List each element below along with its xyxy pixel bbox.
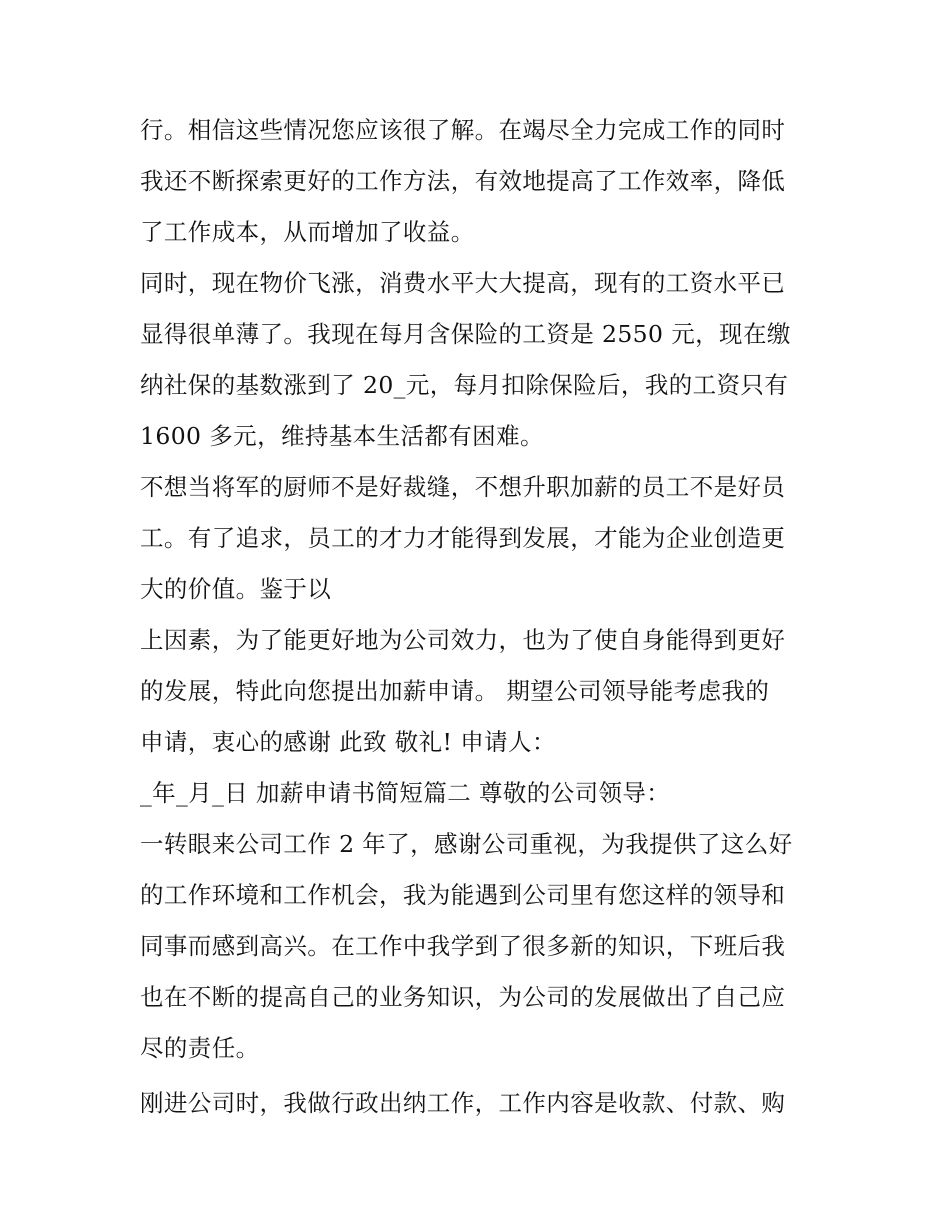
text-line: 也在不断的提高自己的业务知识，为公司的发展做出了自己应 <box>140 983 786 1011</box>
text-line: 申请，衷心的感谢 此致 敬礼! 申请人： <box>140 728 556 756</box>
text-line: 的发展，特此向您提出加薪申请。 期望公司领导能考虑我的 <box>140 677 770 705</box>
text-line: 刚进公司时，我做行政出纳工作，工作内容是收款、付款、购 <box>140 1089 786 1117</box>
text-line: 一转眼来公司工作 2 年了，感谢公司重视，为我提供了这么好 <box>140 830 793 858</box>
text-line: 不想当将军的厨师不是好裁缝，不想升职加薪的员工不是好员 <box>140 473 786 501</box>
text-line: 我还不断探索更好的工作方法，有效地提高了工作效率，降低 <box>140 167 786 195</box>
text-line: 尽的责任。 <box>140 1034 260 1062</box>
text-line: 1600 多元，维持基本生活都有困难。 <box>140 422 544 450</box>
text-line: 上因素，为了能更好地为公司效力，也为了使自身能得到更好 <box>140 626 786 654</box>
text-line: 的工作环境和工作机会，我为能遇到公司里有您这样的领导和 <box>140 881 786 909</box>
text-line: 了工作成本，从而增加了收益。 <box>140 218 475 246</box>
document-body <box>140 105 830 1129</box>
text-line: 大的价值。鉴于以 <box>140 575 332 603</box>
text-line: 纳社保的基数涨到了 20_元，每月扣除保险后，我的工资只有 <box>140 371 789 399</box>
text-line: 同事而感到高兴。在工作中我学到了很多新的知识，下班后我 <box>140 932 786 960</box>
text-line: 行。相信这些情况您应该很了解。在竭尽全力完成工作的同时 <box>140 116 786 144</box>
text-line: 同时，现在物价飞涨，消费水平大大提高，现有的工资水平已 <box>140 269 786 297</box>
text-line: 工。有了追求，员工的才力才能得到发展，才能为企业创造更 <box>140 524 786 552</box>
text-line: 显得很单薄了。我现在每月含保险的工资是 2550 元，现在缴 <box>140 320 791 348</box>
text-line: _年_月_日 加薪申请书简短篇二 尊敬的公司领导： <box>140 779 671 807</box>
